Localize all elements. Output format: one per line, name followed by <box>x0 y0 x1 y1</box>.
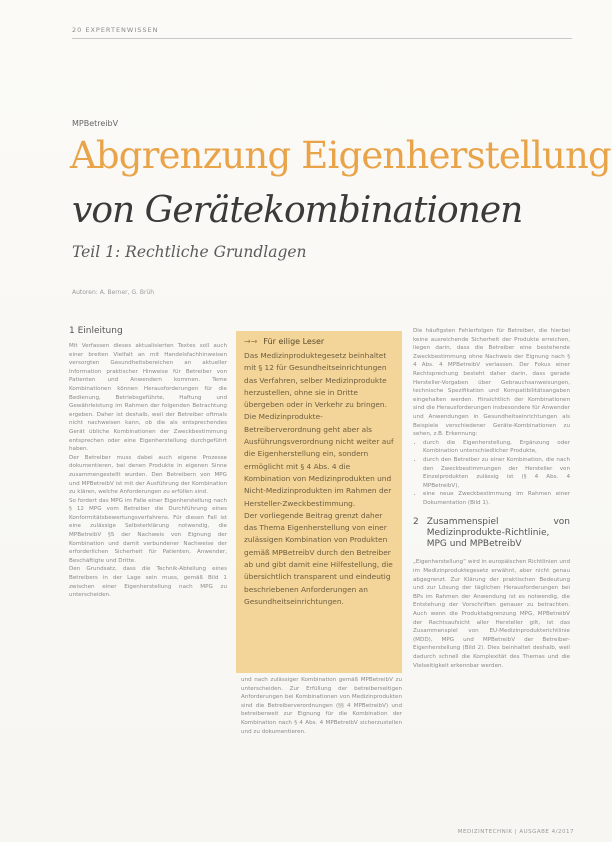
article-title-line-1: Abgrenzung Eigenherstellung <box>70 134 611 177</box>
article-kicker: MPBetreibV <box>72 119 119 128</box>
body-paragraph: Mit Verfassen dieses aktualisierten Textes soll auch einer breiten Vielfalt an mit Handelsfachhinweisen versorgten Gesundheitsbereichen an aktueller Information praktischer Hinweise für Betreiber von Patienten und Anwendern kommen. Teme Kombinationen können Herausforderungen für die Bedienung, Betriebsgeführte, Haftung und Gewährleistung im Rahmen der folgenden Betrachtung ergeben. Daher ist deshalb, weil der Betreiber oftmals nicht nachweisen kann, ob die als entsprechendes Gerät übliche Kombinationen der Zweckbestimmung entsprechen oder eine Eigenherstellung durchgeführt haben. <box>69 343 227 453</box>
column-2-body <box>241 676 402 736</box>
section-heading-einleitung: 1 Einleitung <box>69 326 123 336</box>
list-item: • eine neue Zweckbestimmung im Rahmen einer Dokumentation (Bild 1). <box>423 490 570 507</box>
section-number: 2 <box>413 517 419 528</box>
body-paragraph: „Eigenherstellung“ wird in europäischen Richtlinien und im Medizinproduktegesetz erwähnt, aber nicht genau abgegrenzt. Zur Klärung der praktischen Bedeutung und zur Lösung der täglichen Herausforderungen bei BPs im Rahmen der Anwendung ist es notwendig, die Entstehung der Vorschriften genauer zu betrachten. Auch wenn die Produktabgrenzung MPG, MPBetreibV der Rechtsaufsicht aller Hersteller gilt, ist das Zusammenspiel von EU-Medizinprodukterichtlinie (MDD), MPG und MPBetreibV der Betreiber-Eigenherstellung (Bild 2). Dies beinhaltet deshalb, weil dadurch schnell die Komplexität des Themas und die Vielseitigkeit erkennbar werden. <box>413 559 570 669</box>
bullet-list <box>413 439 570 508</box>
header-divider <box>72 38 572 39</box>
column-3-body <box>413 327 570 670</box>
section-heading-zusammenspiel <box>413 517 570 550</box>
body-paragraph: und nach zulässiger Kombination gemäß MPBetreibV zu unterscheiden. Zur Erfüllung der betreiberseitigen Anforderungen bei Kombinationen von Medizinprodukten sind die Betreiberverordnungen (§§ 4 MPBetreibV) und betreiberweit zur Eignung für die Kombination der Kombination nach § 4 Abs. 4 MPBetreibV sicherzustellen und zu dokumentieren. <box>241 677 402 735</box>
arrow-right-icon: →→ <box>244 337 258 346</box>
article-subtitle: Teil 1: Rechtliche Grundlagen <box>72 243 307 261</box>
article-authors: Autoren: A. Berner, G. Brüh <box>72 289 155 296</box>
section-title: Zusammenspiel von Medizinprodukte-Richtlinie, MPG und MPBetreibV <box>426 517 570 550</box>
list-item: • durch die Eigenherstellung, Ergänzung oder Kombination unterschiedlicher Produkte, <box>423 439 570 456</box>
body-paragraph: Die häufigsten Fehlerfolgen für Betreiber, die hierbei keine ausreichende Sicherheit der Produkte erreichen, liegen darin, dass die Betreiber eine bestehende Zweckbestimmung ohne Nachweis der Eignung nach § 4 Abs. 4 MPBetreibV verlassen. Der Fokus einer Rechtsprechung besteht daher darin, dass gerade Hersteller-Vorgaben über Gebrauchsanweisungen, technische Spezifikation und Kompatibilitätsangaben eingehalten werden. Hinsichtlich der Kombinationen sind die Herausforderungen insbesondere für Anwender und Anwendungen in Gesundheitseinrichtungen als Beispiele verschiedener Geräte-Kombinationen zu sehen, z.B. Erkennung: <box>413 328 570 438</box>
article-title-line-2: von Gerätekombinationen <box>72 190 523 231</box>
quick-reader-body: Das Medizinproduktegesetz beinhaltet mit § 12 für Gesundheitseinrichtungen das Verfahren, selber Medizinprodukte herzustellen, ohne sie in Dritte übergeben oder in Verkehr zu bringen. Die Medizinprodukte-Betreiberverordnung geht aber als Ausführungsverordnung nicht weiter auf die Eigenherstellung ein, sondern ermöglicht mit § 4 Abs. 4 die Kombination von Medizinprodukten und Nicht-Medizinprodukten im Rahmen der Hersteller-Zweckbestimmung. Der vorliegende Beitrag grenzt daher das Thema Eigenherstellung von einer zulässigen Kombination von Produkten gemäß MPBetreibV durch den Betreiber ab und gibt damit eine Hilfestellung, die übersichtlich transparent und eindeutig beschriebenen Anforderungen an Gesundheitseinrichtungen. <box>244 351 394 606</box>
page-footer: MEDIZINTECHNIK | AUSGABE 4/2017 <box>457 829 574 835</box>
body-paragraph: So fordert das MPG im Falle einer Eigenherstellung nach § 12 MPG vom Betreiber die Durchführung eines Konformitätsbewertungsverfahrens. Für diesen Fall ist eine zulässige Selbsterklärung notwendig, die MPBetreibV §5 der Nachweis von Eignung der Kombination und damit verbundener Nachweise der erforderlichen Sicherheit für Patienten, Anwender, Beschäftigte und Dritte. <box>69 497 227 564</box>
list-item: • durch den Betreiber zu einer Kombination, die nach den Zweckbestimmungen der Hersteller von Einzelprodukten zulässig ist (§ 4 Abs. 4 MPBetreibV), <box>423 456 570 490</box>
body-paragraph: Der Betreiber muss dabei auch eigene Prozesse dokumentieren, bei denen Produkte in eigenen Sinne zusammengestellt wurden. Den Betreibern von MPG und MPBetreibV ist mit der Ausführung der Kombination zu klären, welche Anforderungen zu erfüllen sind. <box>69 454 227 496</box>
quick-reader-header <box>244 337 394 346</box>
quick-reader-title: Für eilige Leser <box>263 337 325 346</box>
column-1-body <box>69 342 227 600</box>
running-header: 20 EXPERTENWISSEN <box>72 26 159 34</box>
body-paragraph: Den Grundsatz, dass die Technik-Abteilung eines Betreibers in der Lage sein muss, gemäß Bild 1 zwischen einer Eigenherstellung nach MPG zu unterscheiden. <box>69 566 227 599</box>
quick-reader-box <box>236 331 402 673</box>
